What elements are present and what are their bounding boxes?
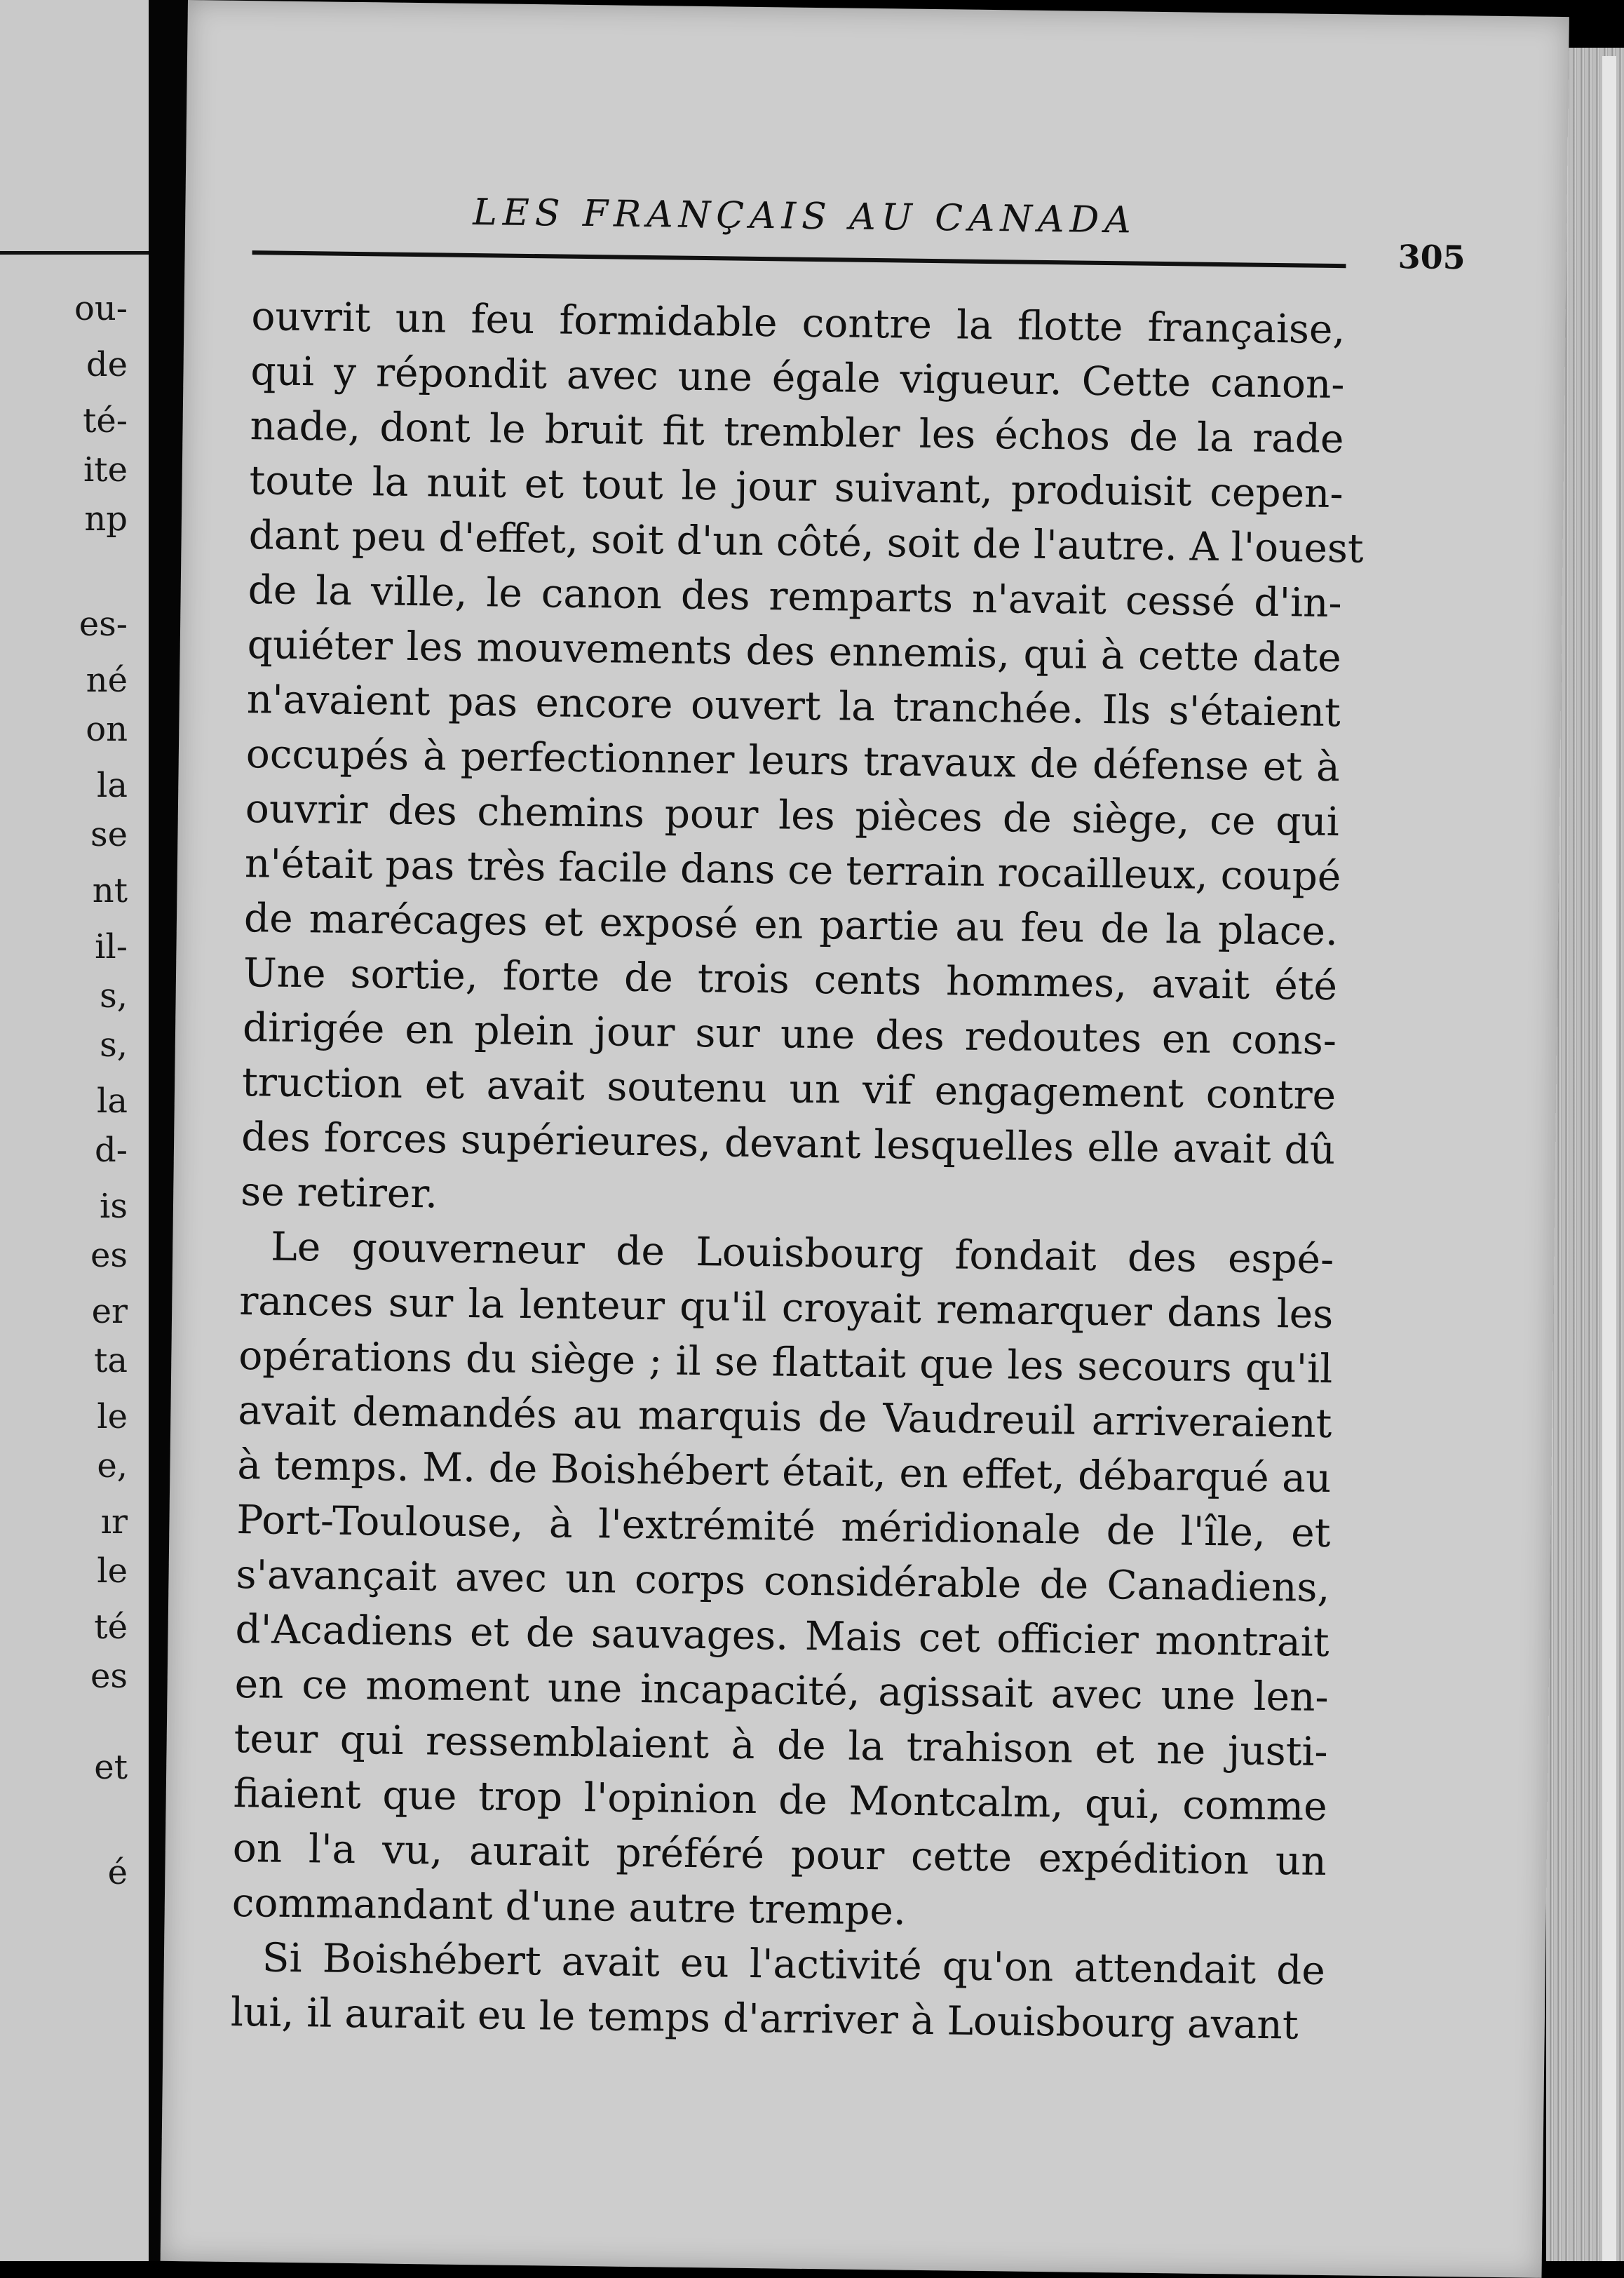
book-page	[161, 0, 1569, 2278]
previous-page-text-fragment: la	[97, 1081, 128, 1121]
previous-page-text-fragment: np	[84, 499, 128, 539]
previous-page-text-fragment: s,	[100, 1025, 128, 1065]
text-line: dirigée en plein jour sur une des redoutes en cons-	[242, 1005, 1337, 1065]
previous-page-text-fragment: ta	[94, 1341, 128, 1380]
previous-page-text-fragment: es-	[79, 605, 128, 644]
text-line: opérations du siège ; il se flattait que les secours qu'il	[238, 1333, 1333, 1393]
paragraph	[230, 1931, 1325, 2054]
previous-page-text-fragment: le	[97, 1397, 128, 1436]
previous-page-text-fragment: et	[94, 1748, 128, 1787]
text-line: nade, dont le bruit fit trembler les échos de la rade	[250, 403, 1344, 463]
text-line: Le gouverneur de Louisbourg fondait des espé-	[270, 1224, 1334, 1283]
text-line: d'Acadiens et de sauvages. Mais cet officier montrait	[235, 1607, 1329, 1666]
text-line: fiaient que trop l'opinion de Montcalm, qui, comme	[233, 1770, 1328, 1831]
previous-page-text-fragment: té	[94, 1608, 128, 1647]
text-line: Port-Toulouse, à l'extrémité méridionale de l'île, et	[236, 1497, 1331, 1557]
previous-page-text-fragment: ır	[100, 1502, 128, 1542]
text-line: Une sortie, forte de trois cents hommes, avait été	[243, 950, 1338, 1010]
paragraph	[231, 1220, 1334, 1944]
previous-page-text-fragment: s,	[100, 976, 128, 1016]
previous-page-text-fragment: es	[90, 1236, 128, 1275]
text-line: quiéter les mouvements des ennemis, qui à cette date	[247, 622, 1342, 682]
previous-page-text-fragment: es	[90, 1657, 128, 1696]
page-number: 305	[1398, 238, 1466, 277]
text-line: teur qui ressemblaient à de la trahison et ne justi-	[234, 1716, 1328, 1776]
text-line: Si Boishébert avait eu l'activité qu'on attendait de	[262, 1935, 1326, 1995]
text-line: ouvrir des chemins pour les pièces de siège, ce qui	[245, 786, 1340, 846]
text-line: à temps. M. de Boishébert était, en effet, débarqué au	[237, 1443, 1332, 1502]
previous-page-text-fragment: né	[86, 661, 128, 700]
previous-page-text-fragment: e,	[97, 1446, 128, 1485]
text-line: avait demandés au marquis de Vaudreuil arriveraient	[238, 1388, 1332, 1448]
text-line: rances sur la lenteur qu'il croyait remarquer dans les	[238, 1279, 1334, 1338]
text-line: de la ville, le canon des remparts n'avait cessé d'in-	[248, 567, 1343, 627]
previous-page-text-fragment: nt	[92, 871, 128, 910]
text-line: truction et avait soutenu un vif engagement contre	[241, 1060, 1337, 1119]
previous-page-text-fragment: é	[107, 1853, 128, 1892]
text-line: ouvrit un feu formidable contre la flotte française,	[251, 294, 1346, 353]
previous-page-text-fragment: on	[86, 710, 128, 749]
text-line: occupés à perfectionner leurs travaux de défense et à	[245, 732, 1341, 791]
text-line: de marécages et exposé en partie au feu de la place.	[243, 896, 1339, 955]
text-line: qui y répondit avec une égale vigueur. Cette canon-	[250, 349, 1345, 408]
previous-page-text-fragment: té-	[83, 401, 128, 440]
text-line: des forces supérieures, devant lesquelles elle avait dû	[241, 1114, 1336, 1174]
text-line: s'avançait avec un corps considérable de Canadiens,	[236, 1552, 1330, 1612]
text-line: lui, il aurait eu le temps d'arriver à Louisbourg avant	[230, 1989, 1299, 2049]
text-line: commandant d'une autre trempe.	[231, 1880, 907, 1934]
text-line: toute la nuit et tout le jour suivant, produisit cepen-	[249, 458, 1344, 518]
running-head: LES FRANÇAIS AU CANADA	[472, 191, 1137, 242]
page-edge-strip	[1602, 56, 1616, 2261]
header-rule	[252, 250, 1346, 268]
previous-page-header-rule	[0, 251, 149, 255]
previous-page-text-fragment: la	[97, 766, 128, 805]
text-line: en ce moment une incapacité, agissait avec une len-	[234, 1661, 1329, 1721]
previous-page-text-fragment: is	[100, 1187, 128, 1226]
text-line: dant peu d'effet, soit d'un côté, soit de l'autre. A l'ouest	[248, 513, 1365, 572]
previous-page-text-fragment: ite	[83, 450, 128, 490]
previous-page-text-fragment: se	[90, 815, 128, 854]
text-line: n'était pas très facile dans ce terrain rocailleux, coupé	[244, 841, 1341, 901]
text-line: n'avaient pas encore ouvert la tranchée. Ils s'étaient	[246, 677, 1341, 736]
body-text	[230, 290, 1365, 2054]
previous-page-text-fragment: d-	[95, 1131, 128, 1170]
paragraph	[240, 290, 1365, 1233]
previous-page-text-fragment: er	[91, 1292, 128, 1331]
previous-page-text-fragment: ou-	[74, 289, 128, 328]
previous-page-text-fragment: il-	[95, 927, 128, 966]
text-line: se retirer.	[240, 1169, 438, 1218]
previous-page-text-fragment: de	[86, 345, 128, 384]
previous-page-text-fragment: le	[97, 1551, 128, 1591]
previous-page-fragment	[0, 0, 149, 2261]
text-line: on l'a vu, aurait préféré pour cette expédition un	[232, 1825, 1327, 1885]
